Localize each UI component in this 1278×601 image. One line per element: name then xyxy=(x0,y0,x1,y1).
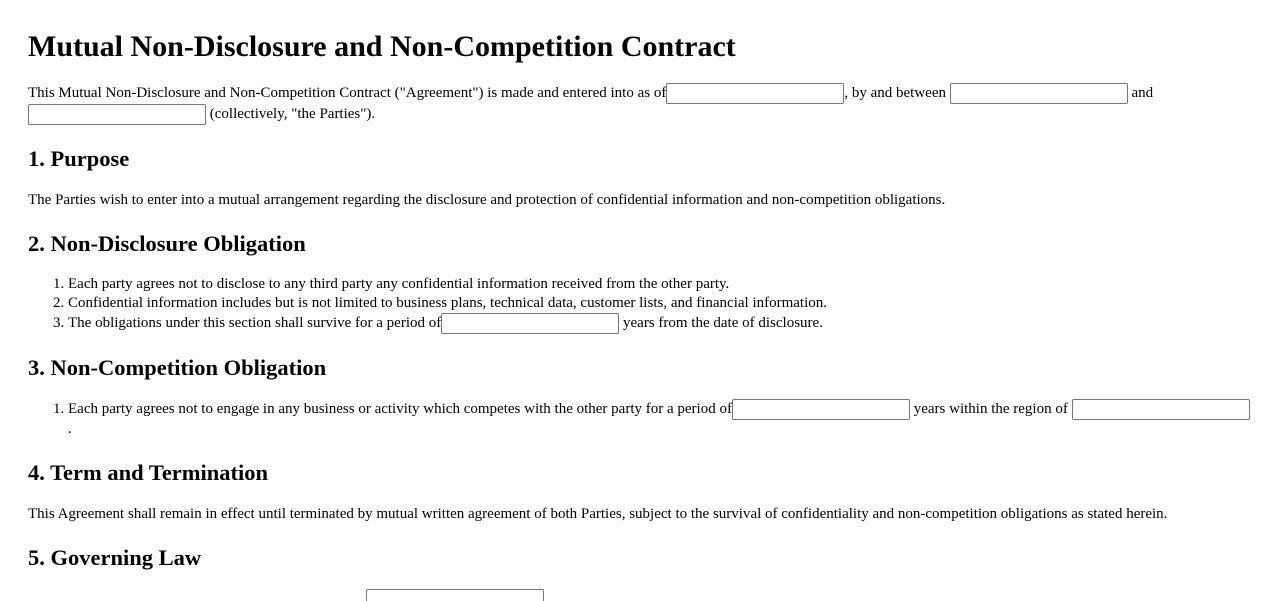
page-title: Mutual Non-Disclosure and Non-Competition Contract xyxy=(28,30,736,63)
section-term-text: This Agreement shall remain in effect until terminated by mutual written agreement of both Parties, subject to the survival of confidentiality and non-competition obligations as stated herein. xyxy=(28,505,1168,522)
section-purpose-heading: 1. Purpose xyxy=(28,145,130,171)
list-item: 2. Confidential information includes but is not limited to business plans, technical data, customer lists, and financial information. xyxy=(68,294,1250,313)
intro-text-3: and xyxy=(1131,84,1154,101)
party-two-input[interactable] xyxy=(28,104,206,125)
list-item xyxy=(68,313,1250,334)
section-term-heading: 4. Term and Termination xyxy=(28,459,269,485)
non-compete-years-input[interactable] xyxy=(732,399,910,420)
non-disclosure-list xyxy=(28,275,1250,334)
intro-text-1: This Mutual Non-Disclosure and Non-Competition Contract ("Agreement") is made and entered into as of xyxy=(28,84,667,101)
list-item-text: . xyxy=(68,420,72,437)
non-compete-region-input[interactable] xyxy=(1072,399,1250,420)
non-competition-list xyxy=(28,399,1250,439)
section-purpose-text: The Parties wish to enter into a mutual arrangement regarding the disclosure and protection of confidential information and non-competition obligations. xyxy=(28,191,946,208)
effective-date-input[interactable] xyxy=(666,83,844,104)
list-item-text: Each party agrees not to engage in any business or activity which competes with the other party for a period of xyxy=(68,400,732,417)
intro-paragraph xyxy=(28,83,1250,125)
list-item-text: The obligations under this section shall survive for a period of xyxy=(68,314,442,331)
list-item: 1. Each party agrees not to disclose to any third party any confidential information received from the other party. xyxy=(68,275,1250,294)
list-item-text: years within the region of xyxy=(913,400,1068,417)
contract-page xyxy=(0,30,1278,601)
list-item xyxy=(68,399,1250,439)
section-governing-law-text xyxy=(28,589,1250,601)
section-governing-law-heading: 5. Governing Law xyxy=(28,545,202,571)
intro-text-4: (collectively, "the Parties"). xyxy=(209,105,376,122)
party-one-input[interactable] xyxy=(950,83,1128,104)
governing-law-state-input[interactable] xyxy=(366,589,544,601)
section-non-disclosure-heading: 2. Non-Disclosure Obligation xyxy=(28,231,306,257)
intro-text-2: , by and between xyxy=(844,84,946,101)
section-non-competition-heading: 3. Non-Competition Obligation xyxy=(28,354,327,380)
list-item-text: years from the date of disclosure. xyxy=(623,314,823,331)
nda-survival-years-input[interactable] xyxy=(441,313,619,334)
